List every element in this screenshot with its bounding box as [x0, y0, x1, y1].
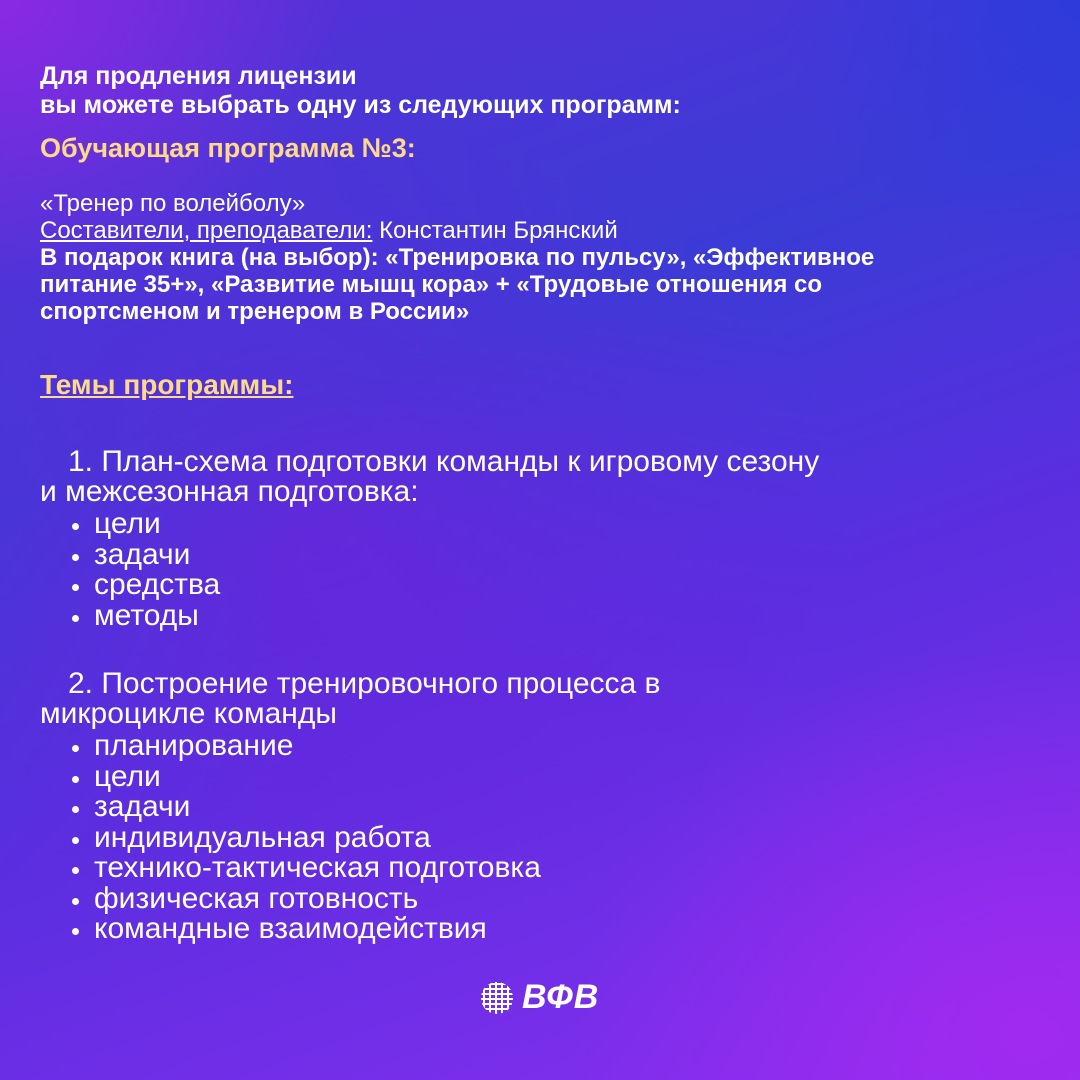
authors-label: Составители, преподаватели: — [40, 217, 373, 244]
list-item: задачи — [72, 792, 1040, 823]
list-item: задачи — [72, 540, 1040, 571]
intro-line-2: вы можете выбрать одну из следующих программ: — [40, 91, 681, 119]
course-info — [40, 190, 1040, 325]
list-item: средства — [72, 570, 1040, 601]
topic-1-line-2: и межсезонная подготовка: — [40, 475, 419, 508]
topic-2-bullets — [40, 731, 1040, 945]
intro-text — [40, 62, 1040, 120]
volleyball-globe-icon — [478, 979, 516, 1017]
logo — [478, 978, 599, 1017]
list-item: цели — [72, 509, 1040, 540]
topic-1 — [40, 447, 1040, 631]
topic-2 — [40, 669, 1040, 945]
topic-2-line-2: микроцикле команды — [40, 697, 337, 730]
gift-line-3: спортсменом и тренером в России» — [40, 298, 470, 325]
main-content — [40, 62, 1040, 945]
program-title: Обучающая программа №3: — [40, 133, 416, 163]
gift-line-2: питание 35+», «Развитие мышц кора» + «Трудовые отношения со — [40, 271, 822, 298]
list-item: планирование — [72, 731, 1040, 762]
authors-value: Константин Брянский — [372, 217, 618, 244]
intro-line-1: Для продления лицензии — [40, 62, 357, 90]
authors-line — [40, 217, 1040, 244]
list-item: командные взаимодействия — [72, 914, 1040, 945]
gift-line-1: В подарок книга (на выбор): «Тренировка по пульсу», «Эффективное — [40, 244, 875, 271]
list-item: физическая готовность — [72, 884, 1040, 915]
list-item: технико-тактическая подготовка — [72, 853, 1040, 884]
topic-2-line-1: 2. Построение тренировочного процесса в — [68, 667, 661, 700]
logo-text: ВФВ — [522, 978, 600, 1016]
topic-1-bullets — [40, 509, 1040, 631]
topics-heading: Темы программы: — [40, 369, 294, 400]
list-item: индивидуальная работа — [72, 823, 1040, 854]
list-item: цели — [72, 762, 1040, 793]
course-name: «Тренер по волейболу» — [40, 190, 306, 217]
list-item: методы — [72, 601, 1040, 632]
gift-text — [40, 244, 1040, 325]
topic-1-line-1: 1. План-схема подготовки команды к игровому сезону — [68, 445, 820, 478]
